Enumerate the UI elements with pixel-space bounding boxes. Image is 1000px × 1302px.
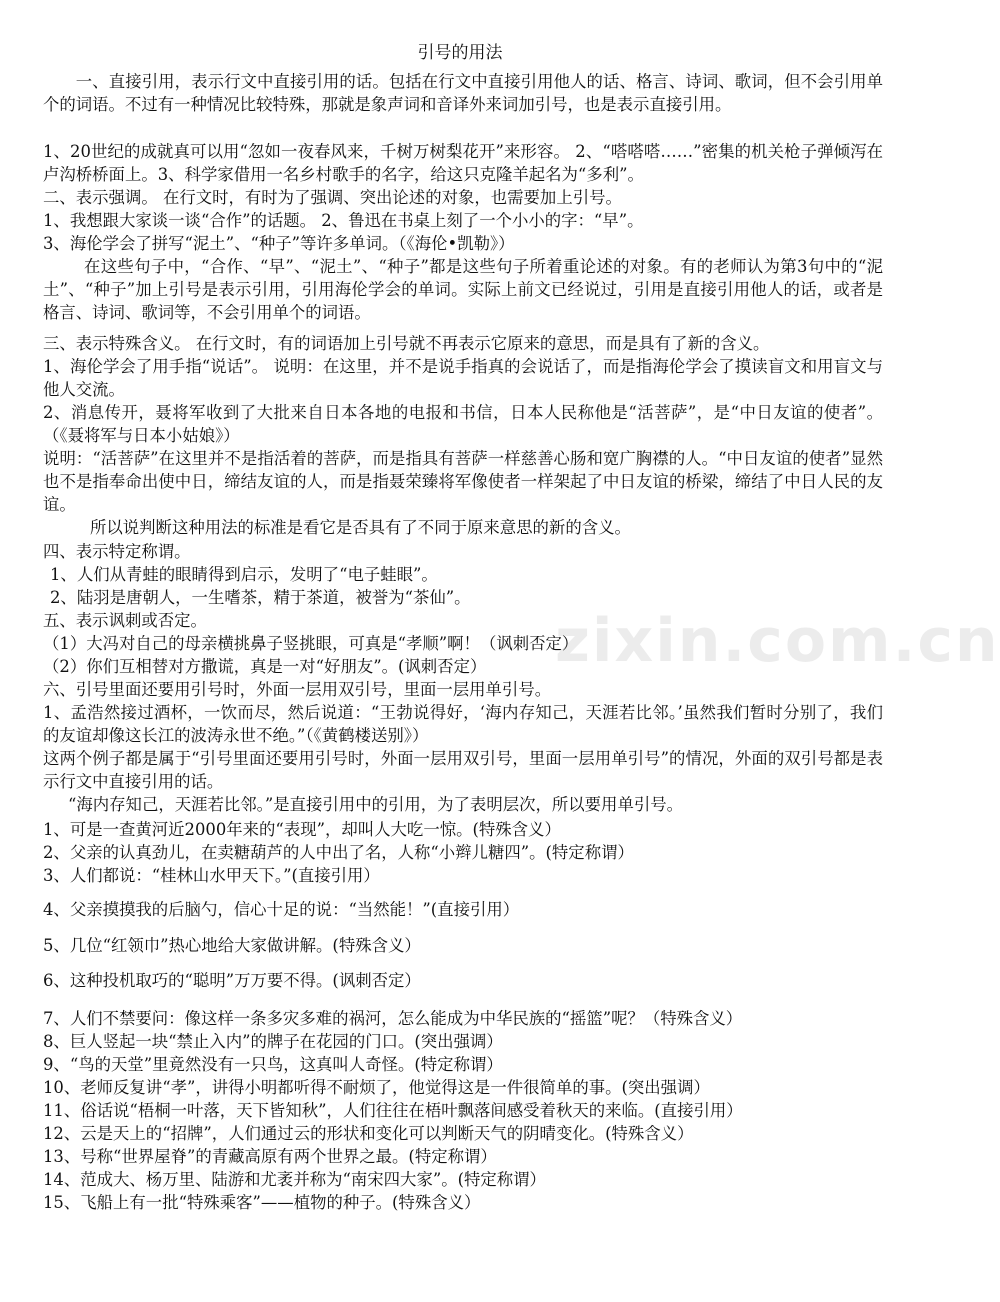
section-4-example-2: 2、陆羽是唐朝人，一生嗜茶，精于茶道，被誉为“茶仙”。: [50, 588, 471, 607]
section-5-heading: 五、表示讽刺或否定。: [43, 611, 207, 630]
exercise-8: 8、巨人竖起一块“禁止入内”的牌子在花园的门口。(突出强调）: [43, 1032, 503, 1051]
section-4-example-1: 1、人们从青蛙的眼睛得到启示，发明了“电子蛙眼”。: [50, 565, 438, 584]
section-6-example-1: 1、孟浩然接过酒杯，一饮而尽，然后说道：“王勃说得好，‘海内存知己，天涯若比邻。’虽然我们暂时分别了，我们的友谊却像这长江的波涛永世不绝。”（《黄鹤楼送别》）: [43, 703, 883, 745]
section-2-heading: 二、表示强调。 在行文时，有时为了强调、突出论述的对象，也需要加上引号。: [43, 188, 622, 207]
exercise-11: 11、俗话说“梧桐一叶落，天下皆知秋”，人们往往在梧叶飘落间感受着秋天的来临。(直接引用）: [43, 1101, 743, 1120]
section-5-example-2: （2）你们互相替对方撒谎，真是一对“好朋友”。(讽刺否定）: [43, 657, 487, 676]
exercise-13: 13、号称“世界屋脊”的青藏高原有两个世界之最。(特定称谓）: [43, 1147, 497, 1166]
section-2-explanation: 在这些句子中，“合作、“早”、“泥土”、“种子”都是这些句子所着重论述的对象。有的老师认为第3句中的“泥土”、“种子”加上引号是表示引用，引用海伦学会的单词。实际上前文已经说过，引用是直接引用他人的话，或者是格言、诗词、歌词等，不会引用单个的词语。: [43, 257, 883, 322]
watermark: zixin.com.cn: [555, 606, 1000, 676]
exercise-10: 10、老师反复讲“孝”，讲得小明都听得不耐烦了，他觉得这是一件很简单的事。(突出强调）: [43, 1078, 710, 1097]
section-1-intro: 一、直接引用，表示行文中直接引用的话。包括在行文中直接引用他人的话、格言、诗词、歌词，但不会引用单个的词语。不过有一种情况比较特殊，那就是象声词和音译外来词加引号，也是表示直接引用。: [43, 72, 883, 114]
exercise-4: 4、父亲摸摸我的后脑勺，信心十足的说：“当然能！”(直接引用）: [43, 900, 520, 919]
section-3-example-2: 2、消息传开，聂将军收到了大批来自日本各地的电报和书信，日本人民称他是“活菩萨”，是“中日友谊的使者”。（《聂将军与日本小姑娘》）: [43, 403, 883, 445]
section-4-heading: 四、表示特定称谓。: [43, 542, 191, 561]
section-2-example-3: 3、海伦学会了拼写“泥土”、“种子”等许多单词。（《海伦•凯勒》）: [43, 234, 515, 253]
section-2-example-1-2: 1、我想跟大家谈一谈“合作”的话题。 2、鲁迅在书桌上刻了一个小小的字：“早”。: [43, 211, 644, 230]
page-title: 引号的用法: [417, 43, 503, 63]
section-6-note: “海内存知己，天涯若比邻。”是直接引用中的引用，为了表明层次，所以要用单引号。: [68, 795, 684, 814]
exercise-2: 2、父亲的认真劲儿，在卖糖葫芦的人中出了名，人称“小辫儿糖四”。(特定称谓）: [43, 843, 634, 862]
exercise-5: 5、几位“红领巾”热心地给大家做讲解。(特殊含义）: [43, 936, 421, 955]
exercise-15: 15、飞船上有一批“特殊乘客”——植物的种子。(特殊含义）: [43, 1193, 481, 1212]
exercise-1: 1、可是一查黄河近2000年来的“表现”，却叫人大吃一惊。(特殊含义）: [43, 820, 561, 839]
section-3-example-1: 1、海伦学会了用手指“说话”。 说明：在这里，并不是说手指真的会说话了，而是指海伦学会了摸读盲文和用盲文与他人交流。: [43, 357, 883, 399]
exercise-3: 3、人们都说：“桂林山水甲天下。”(直接引用）: [43, 866, 380, 885]
section-3-heading: 三、表示特殊含义。 在行文时，有的词语加上引号就不再表示它原来的意思，而是具有了新的含义。: [43, 334, 770, 353]
exercise-6: 6、这种投机取巧的“聪明”万万要不得。(讽刺否定）: [43, 971, 421, 990]
section-3-conclusion: 所以说判断这种用法的标准是看它是否具有了不同于原来意思的新的含义。: [90, 518, 631, 537]
section-5-example-1: （1）大冯对自己的母亲横挑鼻子竖挑眼，可真是“孝顺”啊！（讽刺否定）: [43, 634, 579, 653]
section-6-explanation: 这两个例子都是属于“引号里面还要用引号时，外面一层用双引号，里面一层用单引号”的情况，外面的双引号都是表示行文中直接引用的话。: [43, 749, 883, 791]
exercise-7: 7、人们不禁要问：像这样一条多灾多难的祸河，怎么能成为中华民族的“摇篮”呢？（特殊含义）: [43, 1009, 743, 1028]
exercise-12: 12、云是天上的“招牌”，人们通过云的形状和变化可以判断天气的阴晴变化。(特殊含义）: [43, 1124, 694, 1143]
section-6-heading: 六、引号里面还要用引号时，外面一层用双引号，里面一层用单引号。: [43, 680, 552, 699]
exercise-9: 9、“鸟的天堂”里竟然没有一只鸟，这真叫人奇怪。(特定称谓）: [43, 1055, 503, 1074]
section-1-examples: 1、20世纪的成就真可以用“忽如一夜春风来，千树万树梨花开”来形容。 2、“嗒嗒嗒……”密集的机关枪子弹倾泻在卢沟桥桥面上。3、科学家借用一名乡村歌手的名字，给这只克隆羊起名为“多利”。: [43, 142, 883, 184]
section-3-explanation: 说明：“活菩萨”在这里并不是指活着的菩萨，而是指具有菩萨一样慈善心肠和宽广胸襟的人。“中日友谊的使者”显然也不是指奉命出使中日，缔结友谊的人，而是指聂荣臻将军像使者一样架起了中日友谊的桥梁，缔结了中日人民的友谊。: [43, 449, 883, 514]
exercise-14: 14、范成大、杨万里、陆游和尤袤并称为“南宋四大家”。(特定称谓）: [43, 1170, 546, 1189]
